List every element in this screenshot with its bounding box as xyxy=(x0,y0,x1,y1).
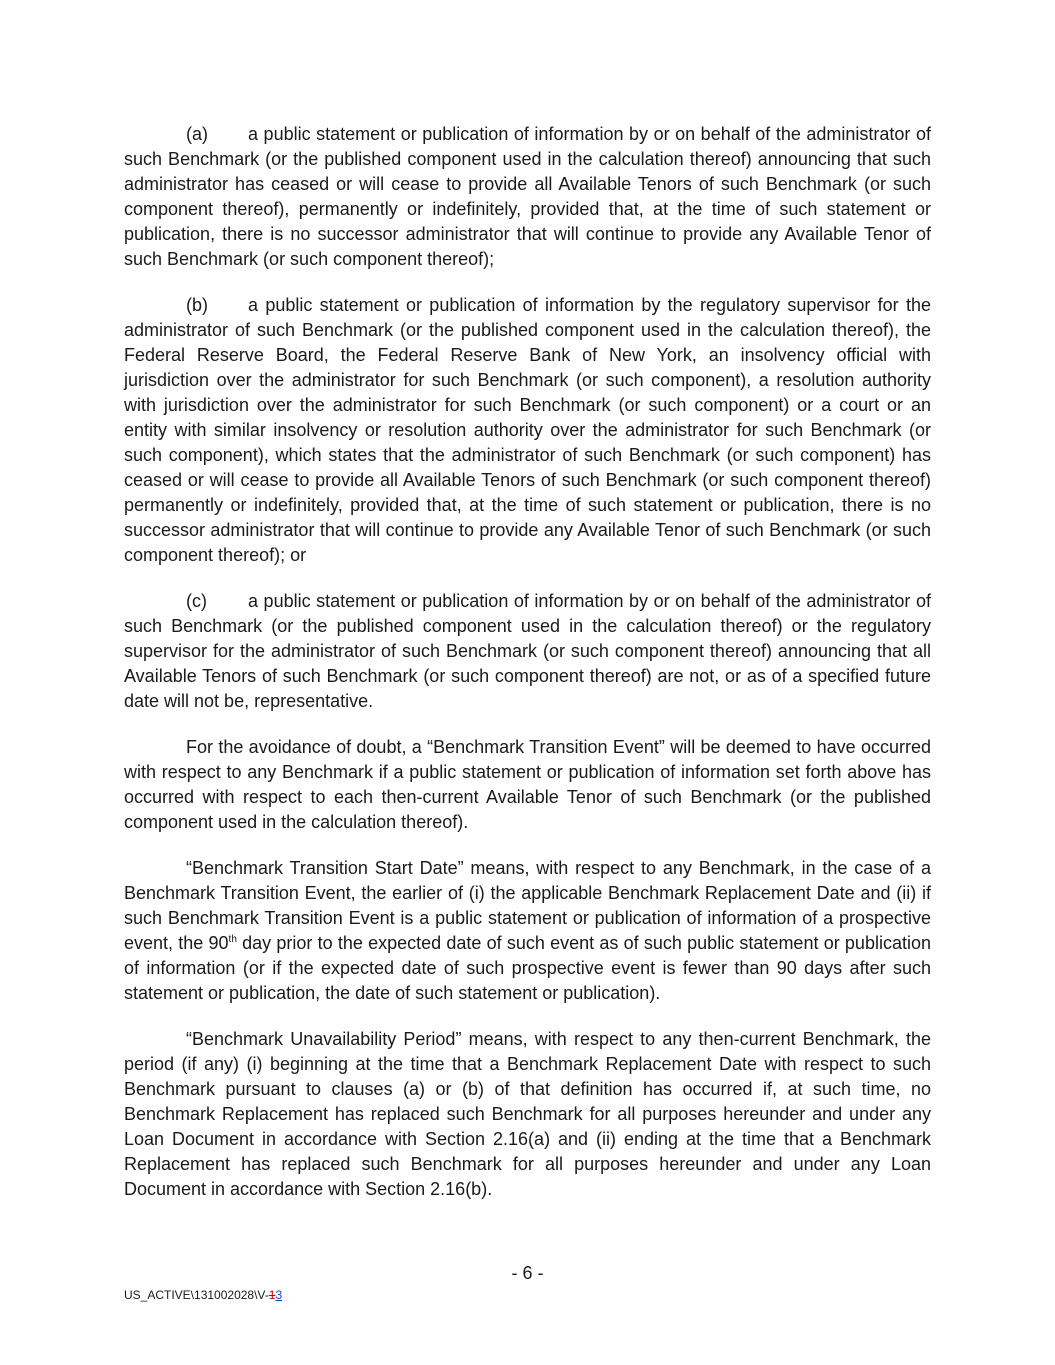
document-body xyxy=(124,122,931,1223)
ordinal-superscript: th xyxy=(228,934,237,945)
clause-a xyxy=(124,122,931,272)
start-date-text-before: “Benchmark Transition Start Date” means, with respect to any Benchmark, in the case of a Benchmark Transition Event, the earlier of (i) the applicable Benchmark Replacement Date and (ii) if such Benchmark Transition Event is a public statement or publication of information of a prospective event, the 90 xyxy=(124,858,931,953)
clause-b xyxy=(124,293,931,568)
unavailability-period-definition xyxy=(124,1027,931,1202)
clause-a-marker: (a) xyxy=(186,124,208,144)
document-id xyxy=(124,1288,282,1302)
start-date-text-after: day prior to the expected date of such event as of such public statement or publication of information (or if the expected date of such prospective event is fewer than 90 days after such statement or publication, the date of such statement or publication). xyxy=(124,933,931,1003)
clause-c-text: a public statement or publication of information by or on behalf of the administrator of such Benchmark (or the published component used in the calculation thereof) or the regulatory supervisor for the administrator of such Benchmark (or such component thereof) announcing that all Available Tenors of such Benchmark (or such component thereof) are not, or as of a specified future date will not be, representative. xyxy=(124,591,931,711)
unavailability-text: “Benchmark Unavailability Period” means, with respect to any then-current Benchmark, the period (if any) (i) beginning at the time that a Benchmark Replacement Date with respect to such Benchmark pursuant to clauses (a) or (b) of that definition has occurred if, at such time, no Benchmark Replacement has replaced such Benchmark for all purposes hereunder and under any Loan Document in accordance with Section 2.16(a) and (ii) ending at the time that a Benchmark Replacement has replaced such Benchmark for all purposes hereunder and under any Loan Document in accordance with Section 2.16(b). xyxy=(124,1029,931,1199)
doc-id-deleted-version: 1 xyxy=(268,1288,276,1302)
clause-c-marker: (c) xyxy=(186,591,207,611)
avoidance-paragraph xyxy=(124,735,931,835)
avoidance-text: For the avoidance of doubt, a “Benchmark Transition Event” will be deemed to have occurred with respect to any Benchmark if a public statement or publication of information set forth above has occurred with respect to each then-current Available Tenor of such Benchmark (or the published component used in the calculation thereof). xyxy=(124,737,931,832)
clause-b-marker: (b) xyxy=(186,295,208,315)
clause-c xyxy=(124,589,931,714)
transition-start-date-definition xyxy=(124,856,931,1006)
clause-a-text: a public statement or publication of information by or on behalf of the administrator of such Benchmark (or the published component used in the calculation thereof) announcing that such administrator has ceased or will cease to provide all Available Tenors of such Benchmark (or such component thereof), permanently or indefinitely, provided that, at the time of such statement or publication, there is no successor administrator that will continue to provide any Available Tenor of such Benchmark (or such component thereof); xyxy=(124,124,931,269)
doc-id-prefix: US_ACTIVE\131002028\V- xyxy=(124,1288,269,1302)
doc-id-inserted-version: 3 xyxy=(275,1288,283,1302)
clause-b-text: a public statement or publication of information by the regulatory supervisor for the administrator of such Benchmark (or the published component used in the calculation thereof), the Federal Reserve Board, the Federal Reserve Bank of New York, an insolvency official with jurisdiction over the administrator for such Benchmark (or such component), a resolution authority with jurisdiction over the administrator for such Benchmark (or such component) or a court or an entity with similar insolvency or resolution authority over the administrator for such Benchmark (or such component), which states that the administrator of such Benchmark (or such component) has ceased or will cease to provide all Available Tenors of such Benchmark (or such component thereof) permanently or indefinitely, provided that, at the time of such statement or publication, there is no successor administrator that will continue to provide any Available Tenor of such Benchmark (or such component thereof); or xyxy=(124,295,931,565)
page-number: - 6 - xyxy=(511,1263,544,1283)
